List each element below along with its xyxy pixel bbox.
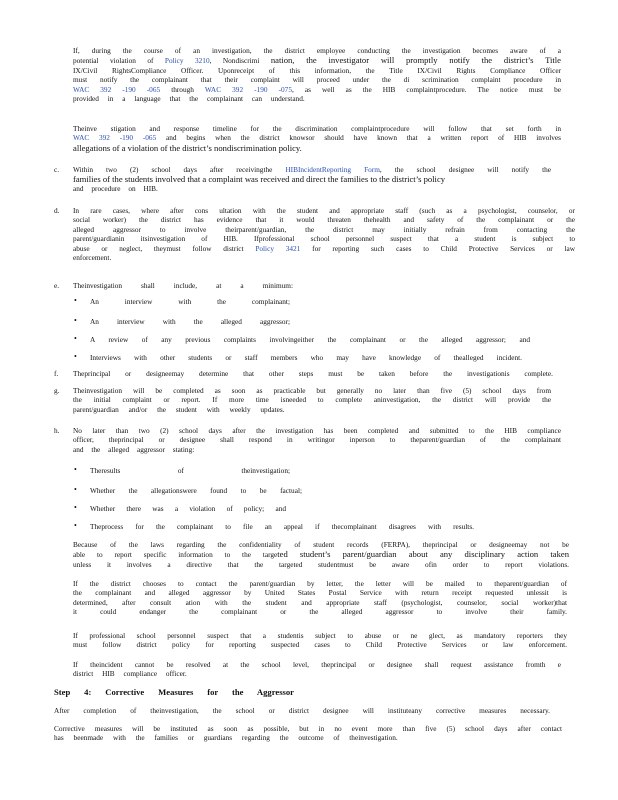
text-span: , as well as the HIB complaintprocedure. The notice must be xyxy=(291,84,562,94)
text-line: social worker) the district has evidence that it would threaten thehealth and safety of the complainant or the xyxy=(73,215,575,225)
text-span: potential violation of xyxy=(73,56,154,66)
text-span: through xyxy=(171,84,194,94)
text-line: Theresults of theinvestigation; xyxy=(90,466,290,475)
text-line: it could endanger the complainant or the alleged aggressor to involve their family. xyxy=(73,607,567,617)
text-line: An interview with the alleged aggressor; xyxy=(90,317,290,326)
text-line: After completion of theinvestigation, the school or district designee will instituteany corrective measures necessary. xyxy=(54,706,550,715)
item-label-e: e. xyxy=(54,281,60,290)
text-line xyxy=(73,85,561,94)
text-line: Corrective measures will be instituted as soon as possible, but in no event more than five (5) school days after contact xyxy=(54,724,562,733)
item-e-bullet-4 xyxy=(90,353,522,362)
text-line: alleged aggressor to involve theirparent/guardian, the district may initially refrain from contacting the xyxy=(73,224,575,234)
bullet-icon: • xyxy=(74,465,77,474)
text-line: must follow district policy for reporting suspected cases to Child Protective Services or law enforcement. xyxy=(73,640,567,650)
text-span: Within two (2) school days after receivingthe xyxy=(73,165,273,174)
item-h xyxy=(73,426,561,454)
text-span: , Nondiscrimi xyxy=(209,56,260,66)
text-line: Theinve stigation and response timeline for the discrimination complaintprocedure will follow that set forth in xyxy=(73,124,561,133)
text-line: Because of the laws regarding the confidentiality of student records (FERPA), theprincipal or designeemay not be xyxy=(73,540,569,549)
bullet-icon: • xyxy=(74,521,77,530)
item-label-c: c. xyxy=(54,165,60,174)
text-line: determined, after consult ation with the student and appropriate staff (psychologist, counselor, social worker)that xyxy=(73,597,567,607)
item-label-d: d. xyxy=(54,206,60,215)
bullet-icon: • xyxy=(74,296,77,305)
item-label-g: g. xyxy=(54,386,60,395)
wac-link[interactable]: WAC 392 -190 -065 xyxy=(73,133,157,143)
text-line: the initial complaint or report. If more time isneeded to complete aninvestigation, the district will provide the xyxy=(73,395,551,405)
text-line: and procedure on HIB. xyxy=(73,184,158,194)
wac-link[interactable]: WAC 392 -190 -065 xyxy=(73,84,161,94)
item-e-bullet-1 xyxy=(90,297,290,306)
bullet-icon: • xyxy=(74,503,77,512)
heading-text: Step 4: Corrective Measures for the Aggressor xyxy=(54,687,294,697)
wac-link[interactable]: WAC 392 -190 -075 xyxy=(204,84,292,94)
text-line: Theinvestigation will be completed as soon as practicable but generally no later than five (5) school days from xyxy=(73,386,551,395)
paragraph-timeline xyxy=(73,124,561,153)
text-line: Theprocess for the complainant to file an appeal if thecomplainant disagrees with results. xyxy=(90,522,474,531)
text-span: and begins when the district knowsor should have known that a written report of HIB involves xyxy=(166,133,562,143)
text-line: No later than two (2) school days after the investigation has been completed and submitted to the HIB compliance xyxy=(73,426,561,435)
text-line: district HIB compliance officer. xyxy=(73,669,187,679)
text-line: has beenmade with the families or guardians regarding the outcome of theinvestigation. xyxy=(54,733,398,743)
item-h-bullet-3 xyxy=(90,504,286,513)
text-line: If, during the course of an investigation, the district employee conducting the investigation becomes aware of a xyxy=(73,46,561,55)
text-line: In rare cases, where after cons ultation with the student and appropriate staff (such as a psychologist, counselor, or xyxy=(73,206,575,215)
paragraph-mandatory-reporters xyxy=(73,631,567,650)
text-line: If the district chooses to contact the parent/guardian by letter, the letter will be mailed to theparent/guardian of xyxy=(73,579,567,588)
item-g xyxy=(73,386,551,414)
text-line: families of the students involved that a complaint was received and direct the families to the district’s policy xyxy=(73,174,446,185)
paragraph-corrective-timing xyxy=(54,724,562,743)
text-span: ted student’s parent/guardian about any disciplinary action taken xyxy=(277,549,569,560)
item-label-f: f. xyxy=(54,369,59,378)
text-span: able to report specific information to the targe xyxy=(73,550,278,560)
text-line: An interview with the complainant; xyxy=(90,297,290,306)
item-d xyxy=(73,206,575,262)
text-line: A review of any previous complaints involvingeither the complainant or the alleged aggressor; and xyxy=(90,335,530,344)
text-line: If theincident cannot be resolved at the school level, theprincipal or designee shall request assistance fromth e xyxy=(73,660,561,669)
step-4-heading xyxy=(54,688,294,697)
paragraph-letter-contact xyxy=(73,579,567,617)
text-line: IX/Civil RightsCompliance Officer. Uponreceipt of this information, the Title IX/Civil Rights Compliance Officer xyxy=(73,65,561,75)
item-h-bullet-1 xyxy=(90,466,290,475)
text-span: for reporting such cases to Child Protective Services or law xyxy=(312,243,575,253)
bullet-icon: • xyxy=(74,352,77,361)
text-line xyxy=(73,133,561,142)
item-c xyxy=(73,165,551,194)
text-line xyxy=(73,549,569,559)
item-e-bullet-3 xyxy=(90,335,530,344)
policy-3421-link[interactable]: Policy 3421 xyxy=(255,243,301,253)
text-span: , the school designee will notify the xyxy=(379,165,551,174)
text-line: must notify the complainant that their complaint will proceed under the di scrimination complaint procedure in xyxy=(73,75,561,85)
text-line: Theinvestigation shall include, at a minimum: xyxy=(73,281,293,290)
policy-3210-link[interactable]: Policy 3210 xyxy=(164,56,210,66)
text-line: Whether there was a violation of policy; and xyxy=(90,504,286,513)
text-line: allegations of a violation of the district’s nondiscrimination policy. xyxy=(73,142,302,153)
text-line: and the alleged aggressor stating: xyxy=(73,444,195,454)
item-h-bullet-4 xyxy=(90,522,474,531)
text-line: If professional school personnel suspect that a studentis subject to abuse or ne glect, as mandatory reporters they xyxy=(73,631,567,640)
item-h-bullet-2 xyxy=(90,486,302,495)
paragraph-ferpa xyxy=(73,540,569,569)
bullet-icon: • xyxy=(74,485,77,494)
text-line: enforcement. xyxy=(73,253,112,263)
paragraph-investigation-violation xyxy=(73,46,561,103)
item-label-h: h. xyxy=(54,426,60,435)
text-span: nation, the investigator will promptly notify the district’s Title xyxy=(270,55,561,66)
text-line: provided in a language that the complainant can understand. xyxy=(73,94,305,104)
text-line: the complainant and alleged aggressor by United States Postal Service with return receipt requested unlessit is xyxy=(73,588,567,598)
item-e-bullet-2 xyxy=(90,317,290,326)
item-f xyxy=(73,369,553,378)
text-line xyxy=(73,55,561,65)
text-line: officer, theprincipal or designee shall respond in writingor inperson to theparent/guardian of the complainant xyxy=(73,435,561,445)
text-line xyxy=(73,244,575,253)
text-line: Interviews with other students or staff members who may have knowledge of thealleged incident. xyxy=(90,353,522,362)
item-e-intro xyxy=(73,281,293,290)
text-span: abuse or neglect, theymust follow district xyxy=(73,243,244,253)
text-line: parent/guardian and/or the student with weekly updates. xyxy=(73,404,285,414)
text-line xyxy=(73,165,551,174)
text-line: Theprincipal or designeemay determine that other steps must be taken before the investigationis complete. xyxy=(73,369,553,378)
bullet-icon: • xyxy=(74,334,77,343)
text-line: parent/guardianin itsinvestigation of HIB. Ifprofessional school personnel suspect that a student is subject to xyxy=(73,234,575,244)
text-line: unless it involves a directive that the targeted studentmust be aware ofin order to report violations. xyxy=(73,559,569,569)
bullet-icon: • xyxy=(74,316,77,325)
incident-reporting-form-link[interactable]: HIBIncidentReporting Form xyxy=(285,165,380,174)
paragraph-unresolved-incident xyxy=(73,660,561,679)
paragraph-after-completion xyxy=(54,706,550,715)
text-line: Whether the allegationswere found to be factual; xyxy=(90,486,302,495)
